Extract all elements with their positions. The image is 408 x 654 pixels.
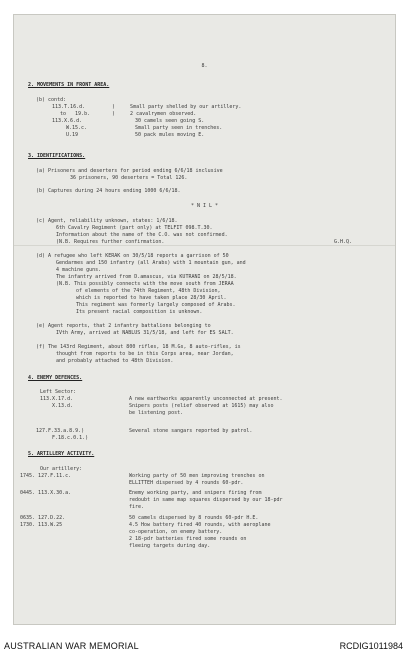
defence-ref: F.18.c.0.1.) (52, 435, 89, 441)
ident-d-line: of elements of the 74th Regiment, 48th Division, (76, 288, 221, 294)
archive-reference: RCDIG1011984 (339, 641, 403, 651)
defence-ref: 127.F.33.a.8.9.) (36, 428, 85, 434)
artillery-text: Enemy working party, and snipers firing from (129, 490, 262, 496)
page-number: 8. (201, 63, 208, 69)
movement-text: 30 camels seen going S. (135, 118, 205, 124)
defences-heading: 4. ENEMY DEFENCES. (28, 375, 83, 381)
artillery-time-ref: 1745. 127.F.11.c. (20, 473, 72, 479)
nil-marker: * N I L * (190, 203, 219, 209)
ident-c-line: Information about the name of the C.O. was not confirmed. (56, 232, 228, 238)
ident-f-line: and probably attached to 48th Division. (56, 358, 174, 364)
movement-text: Small party seen in trenches. (135, 125, 223, 131)
ident-a-line: (a) Prisoners and deserters for period ending 6/6/18 inclusive (36, 168, 223, 174)
ident-f-line: thought from reports to be in this Corps area, near Jordan, (56, 351, 234, 357)
artillery-text: redoubt in same map squares dispersed by our 18-pdr (129, 497, 283, 503)
movement-ref: 113.T.16.d. (52, 104, 86, 110)
ident-d-line: This regiment was formerly largely composed of Arabs. (76, 302, 236, 308)
artillery-text: 4.5 How battery fired 40 rounds, with aeroplane (129, 522, 271, 528)
artillery-time-ref: 0445. 113.X.30.a. (20, 490, 72, 496)
identifications-heading: 3. IDENTIFICATIONS. (28, 153, 86, 159)
ident-d-line: The infantry arrived from D.amascus, via KUTRANI on 28/5/18. (56, 274, 237, 280)
ident-d-line: (d) A refugee who left KERAK on 30/5/18 reports a garrison of 50 (36, 253, 229, 259)
artillery-text: fleeing targets during day. (129, 543, 211, 549)
artillery-text: fire. (129, 504, 145, 510)
ident-d-line: Gendarmes and 150 infantry (all Arabs) with 1 mountain gun, and (56, 260, 246, 266)
ident-d-line: 4 machine guns. (56, 267, 102, 273)
defence-text: Snipers posts (relief observed at 1615) may also (129, 403, 274, 409)
defence-ref: 113.X.17.d. (40, 396, 74, 402)
movement-text: ) 2 cavalrymen observed. (112, 111, 197, 117)
movement-text: ) Small party shelled by our artillery. (112, 104, 242, 110)
defence-text: Several stone sangars reported by patrol. (129, 428, 253, 434)
ident-e-line: (e) Agent reports, that 2 infantry battalions belonging to (36, 323, 211, 329)
defence-text: be listening post. (129, 410, 184, 416)
movement-text: 50 pack mules moving E. (135, 132, 205, 138)
movement-ref: W.15.c. (66, 125, 88, 131)
defence-text: A new earthworks apparently unconnected at present. (129, 396, 283, 402)
artillery-text: ELLITTEH dispersed by 4 rounds 60-pdr. (129, 480, 244, 486)
artillery-time-ref: 0635. 127.D.22. (20, 515, 66, 521)
document-page (13, 14, 396, 625)
b-contd: (b) contd: (36, 97, 67, 103)
movement-ref: to 19.b. (60, 111, 91, 117)
ident-f-line: (f) The 143rd Regiment, about 800 rifles, 18 M.Gs, 8 auto-rifles, is (36, 344, 241, 350)
movements-heading: 2. MOVEMENTS IN FRONT AREA. (28, 82, 110, 88)
archive-footer (0, 631, 408, 654)
ident-e-line: IVth Army, arrived at NABLUS 31/5/18, and left for ES SALT. (56, 330, 234, 336)
artillery-text: co-operation, on enemy battery. (129, 529, 223, 535)
paper-fold-line (14, 245, 395, 246)
artillery-text: Working party of 50 men improving trenches on (129, 473, 265, 479)
ident-a-line: 36 prisoners, 90 deserters = Total 126. (70, 175, 188, 181)
movement-ref: 113.X.6.d. (52, 118, 83, 124)
ident-d-line: (N.B. This possibly connects with the move south from JERAA (56, 281, 234, 287)
ident-d-line: which is reported to have taken place 28/30 April. (76, 295, 227, 301)
left-sector-label: Left Sector: (40, 389, 77, 395)
ident-c-line: (c) Agent, reliability unknown, states: 1/6/18. (36, 218, 178, 224)
defence-ref: X.13.d. (52, 403, 74, 409)
ident-b-line: (b) Captures during 24 hours ending 1000 6/6/18. (36, 188, 181, 194)
ident-c-signature: G.H.Q. (334, 239, 353, 245)
ident-c-line: 6th Cavalry Regiment (part only) at TELFIT 098.T.30. (56, 225, 213, 231)
ident-d-line: Its present racial composition is unknown. (76, 309, 203, 315)
artillery-text: 50 camels dispersed by 8 rounds 60-pdr H.E. (129, 515, 259, 521)
artillery-heading: 5. ARTILLERY ACTIVITY. (28, 451, 95, 457)
movement-ref: U.19 (66, 132, 79, 138)
our-artillery-label: Our artillery: (40, 466, 83, 472)
artillery-text: 2 18-pdr batteries fired some rounds on (129, 536, 247, 542)
archive-name: AUSTRALIAN WAR MEMORIAL (4, 641, 139, 651)
artillery-time-ref: 1730. 113.W.25 (20, 522, 63, 528)
ident-c-line: (N.B. Requires further confirmation. (56, 239, 165, 245)
